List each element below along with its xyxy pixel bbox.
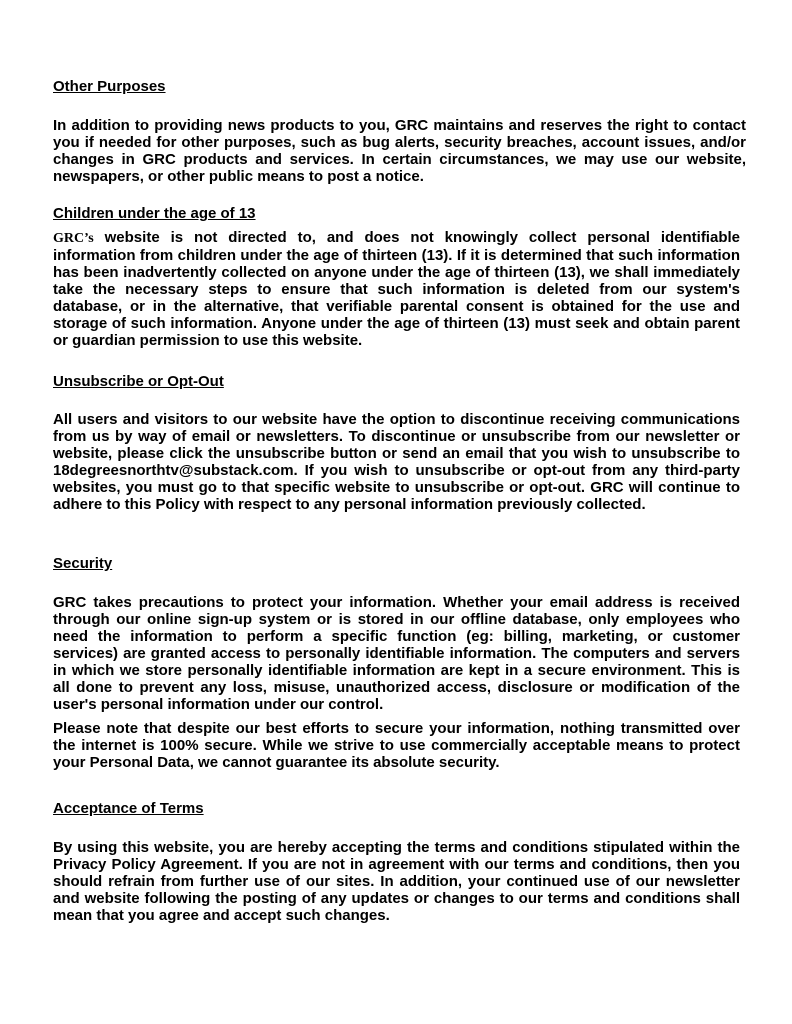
paragraph-acceptance: By using this website, you are hereby accepting the terms and conditions stipulated within the Privacy Policy Agreement. If you are not in agreement with our terms and conditions, then you should refrain from further use of our sites. In addition, your continued use of our newsletter and website following the posting of any updates or changes to our terms and conditions shall mean that you agree and accept such changes. — [53, 839, 740, 924]
paragraph-security-1: GRC takes precautions to protect your information. Whether your email address is received through our online sign-up system or is stored in our offline database, only employees who need the information to perform a specific function (eg: billing, marketing, or customer services) are granted access to personally identifiable information. The computers and servers in which we store personally identifiable information are kept in a secure environment. This is all done to prevent any loss, misuse, unauthorized access, disclosure or modification of the user's personal information under our control. — [53, 594, 740, 713]
paragraph-unsubscribe: All users and visitors to our website have the option to discontinue receiving communications from us by way of email or newsletters. To discontinue or unsubscribe from our newsletter or website, please click the unsubscribe button or send an email that you wish to unsubscribe to 18degreesnorthtv@substack.com. If you wish to unsubscribe or opt-out from any third-party websites, you must go to that specific website to unsubscribe or opt-out. GRC will continue to adhere to this Policy with respect to any personal information previously collected. — [53, 411, 740, 513]
heading-children: Children under the age of 13 — [53, 205, 256, 222]
heading-other-purposes: Other Purposes — [53, 78, 166, 95]
heading-acceptance: Acceptance of Terms — [53, 800, 204, 817]
paragraph-children — [53, 229, 740, 349]
children-body-text: website is not directed to, and does not knowingly collect personal identifiable information from children under the age of thirteen (13). If it is determined that such information has been inadvertently collected on anyone under the age of thirteen (13), we shall immediately take the necessary steps to ensure that such information is deleted from our system's database, or in the alternative, that verifiable parental consent is obtained for the use and storage of such information. Anyone under the age of thirteen (13) must seek and obtain parent or guardian permission to use this website. — [53, 229, 740, 349]
paragraph-other-purposes: In addition to providing news products to you, GRC maintains and reserves the right to contact you if needed for other purposes, such as bug alerts, security breaches, account issues, and/or changes in GRC products and services. In certain circumstances, we may use our website, newspapers, or other public means to post a notice. — [53, 117, 746, 185]
heading-security: Security — [53, 555, 113, 572]
paragraph-security-2: Please note that despite our best efforts to secure your information, nothing transmitted over the internet is 100% secure. While we strive to use commercially acceptable means to protect your Personal Data, we cannot guarantee its absolute security. — [53, 720, 740, 771]
heading-unsubscribe: Unsubscribe or Opt-Out — [53, 373, 224, 390]
children-grc-prefix: GRC’s — [53, 231, 94, 246]
